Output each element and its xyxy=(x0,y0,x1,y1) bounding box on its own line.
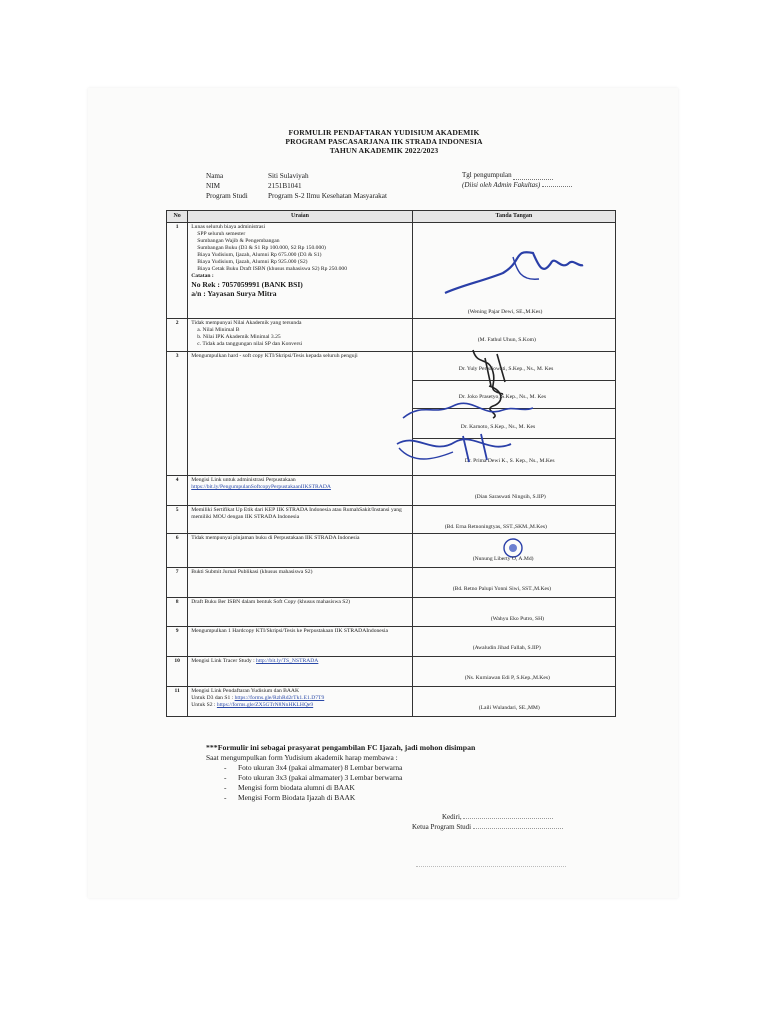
list-item: - Foto ukuran 3x4 (pakai almamater) 8 Lembar berwarna xyxy=(224,763,475,773)
city-label: Kediri, xyxy=(442,813,462,821)
nama-label: Nama xyxy=(206,172,224,180)
student-identity xyxy=(206,171,387,201)
signature-cell xyxy=(412,657,615,687)
table-row xyxy=(167,352,616,476)
row-text: Mengisi Link untuk administrasi Perpustakaan xyxy=(191,477,296,483)
row-description xyxy=(188,534,413,568)
nim-value: 2151B1041 xyxy=(268,182,302,190)
requirements-list xyxy=(224,763,475,803)
row-description xyxy=(188,598,413,627)
row-number: 10 xyxy=(167,657,188,687)
account-holder: a/n : Yayasan Surya Mitra xyxy=(191,289,277,298)
signature-cell xyxy=(412,568,615,598)
note-title: ***Formulir ini sebagai prasyarat pengambilan FC Ijazah, jadi mohon disimpan xyxy=(206,743,476,752)
list-item: c. Tidak ada tanggungan nilai SP dan Konversi xyxy=(197,341,303,347)
signature-cell xyxy=(412,352,615,476)
list-item: Sumbangan Wajib & Pengembangan xyxy=(197,238,280,244)
list-item: Sumbangan Buku (D3 & S1 Rp 100.000, S2 Rp 150.000) xyxy=(197,245,326,251)
col-no-header: No xyxy=(167,211,188,223)
row-number: 9 xyxy=(167,627,188,657)
table-row xyxy=(167,687,616,717)
row-text: Mengisi Link Tracer Study : xyxy=(191,658,257,664)
prodi-label: Program Studi xyxy=(206,192,248,200)
nim-label: NIM xyxy=(206,182,220,190)
table-row xyxy=(167,598,616,627)
signature-cell xyxy=(412,534,615,568)
row-description xyxy=(188,657,413,687)
signer-name: (Wahyu Eko Putro, SH) xyxy=(490,616,545,622)
signature-cell xyxy=(412,627,615,657)
signature-cell xyxy=(412,476,615,506)
signer-name: (Awaludin Jihad Fallah, S.IIP) xyxy=(472,645,541,651)
signer-name: (M. Fathul Uhun, S.Kom) xyxy=(477,337,536,343)
header-program: PROGRAM PASCASARJANA IIK STRADA INDONESIA xyxy=(285,137,483,146)
requirements-table xyxy=(166,210,616,717)
row-text: Tidak mempunyai pinjaman buku di Perpustakaan IIK STRADA Indonesia xyxy=(191,535,360,541)
row-text: Memiliki Sertifikat Up Etik dari KEP IIK STRADA Indonesia atau RumahSakit/Instansi yang memiliki MOU dengan IIK STRADA Indonesia xyxy=(191,507,402,520)
bank-account: No Rek : 7057059991 (BANK BSI) xyxy=(191,280,303,289)
row-text: Mengumpulkan hard - soft copy KTI/Skripsi/Tesis kepada seluruh penguji xyxy=(191,353,358,359)
row-text: Tidak mempunyai Nilai Akademik yang tersunda xyxy=(191,320,302,326)
signer-name: (Wening Pajar Dewi, SE.,M.Kes) xyxy=(467,309,543,315)
row-number: 6 xyxy=(167,534,188,568)
s2-link[interactable]: https://forms.gle/ZX5GTrN8NnHKLHQe9 xyxy=(216,702,314,708)
signer-name: (Ns. Kurniawan Edi P, S.Kep.,M.Kes) xyxy=(464,675,550,681)
signer-name: (Bd. Retno Palupi Yonni Siwi, SST.,M.Kes) xyxy=(452,586,552,592)
row-text: Lunas seluruh biaya administrasi xyxy=(191,224,266,230)
row-description xyxy=(188,506,413,534)
role-label: Ketua Program Studi xyxy=(412,823,472,831)
form-header xyxy=(0,128,768,155)
row-description xyxy=(188,687,413,717)
tgl-label: Tgl pengumpulan xyxy=(462,171,512,179)
list-item: Biaya Cetak Buku Draft ISBN (khusus mahasiswa S2) Rp 250.000 xyxy=(197,266,348,272)
signature-cell xyxy=(412,598,615,627)
signature-mark xyxy=(393,346,593,476)
row-number: 11 xyxy=(167,687,188,717)
list-item: a. Nilai Minimal B xyxy=(197,327,240,333)
tracer-study-link[interactable]: http://bit.ly/TS_NSTRADA xyxy=(256,658,319,664)
table-row xyxy=(167,568,616,598)
note-intro: Saat mengumpulkan form Yudisium akademik harap membawa : xyxy=(206,753,398,762)
signer-name: (Dian Saraswati Ningsih, S.IIP) xyxy=(474,494,546,500)
col-tanda-header: Tanda Tangan xyxy=(412,211,615,223)
list-item: Biaya Yudisium, Ijazah, Alumni Rp 675.000 (D3 & S1) xyxy=(197,252,322,258)
perpustakaan-link[interactable]: https://bit.ly/PengumpulanSoftcopyPerpustakaanIIKSTRADA xyxy=(191,484,331,490)
role-blank xyxy=(473,828,563,829)
row-number: 2 xyxy=(167,319,188,352)
signature-cell xyxy=(412,687,615,717)
signature-mark xyxy=(443,241,583,301)
d3-link[interactable]: https://forms.gle/RzhRd2rTk1.E1.D7T9 xyxy=(234,695,325,701)
list-item: Biaya Yudisium, Ijazah, Alumni Rp 925.000 (S2) xyxy=(197,259,308,265)
nama-value: Siti Sulaviyah xyxy=(268,172,309,180)
signer-name: Dr. Karnoto, S.Kep., Ns., M. Kes xyxy=(460,424,536,430)
row-description xyxy=(188,319,413,352)
row-text: Draft Buku Ber ISBN dalam bentuk Soft Copy (khusus mahasiswa S2) xyxy=(191,599,351,605)
row-description xyxy=(188,627,413,657)
signer-name: (Laili Wulandari, SE.,MM) xyxy=(478,705,540,711)
date-blank xyxy=(463,818,553,819)
table-header-row xyxy=(167,211,616,223)
signer-name: Dr. Joko Prasetyo, S.Kep., Ns., M. Kes xyxy=(458,394,547,400)
row-number: 5 xyxy=(167,506,188,534)
signer-name: Dr. Yuly Peristiowati, S.Kep., Ns., M. Kes xyxy=(458,366,554,372)
d3-label: Untuk D3 dan S1 : xyxy=(191,695,235,701)
tgl-note: (Diisi oleh Admin Fakultas) xyxy=(462,181,541,189)
row-number: 1 xyxy=(167,223,188,319)
header-title: FORMULIR PENDAFTARAN YUDISIUM AKADEMIK xyxy=(288,128,480,137)
list-item: - Mengisi form biodata alumni di BAAK xyxy=(224,783,475,793)
table-row xyxy=(167,223,616,319)
footer-note xyxy=(206,743,475,803)
row-text: Bukti Submit Jurnal Publikasi (khusus mahasiswa S2) xyxy=(191,569,313,575)
row-number: 3 xyxy=(167,352,188,476)
list-item: - Foto ukuran 3x3 (pakai almamater) 3 Lembar berwarna xyxy=(224,773,475,783)
signature-block xyxy=(412,812,563,832)
row-text: Mengisi Link Pendaftaran Yudisium dan BAAK xyxy=(191,688,300,694)
row-description xyxy=(188,223,413,319)
signer-name: (Nunung Liberty O, A.Md) xyxy=(472,556,534,562)
table-row xyxy=(167,657,616,687)
row-number: 8 xyxy=(167,598,188,627)
signer-name: (Bd. Erna Retnoningtyas, SST.,SKM.,M.Kes) xyxy=(444,524,547,530)
table-row xyxy=(167,627,616,657)
list-item: b. Nilai IPK Akademik Minimal 3.25 xyxy=(197,334,281,340)
catatan-label: Catatan : xyxy=(191,273,214,279)
row-description xyxy=(188,476,413,506)
row-description xyxy=(188,568,413,598)
row-description xyxy=(188,352,413,476)
table-row xyxy=(167,476,616,506)
header-year: TAHUN AKADEMIK 2022/2023 xyxy=(329,146,439,155)
signature-line xyxy=(416,866,566,867)
tanggal-pengumpulan xyxy=(462,170,572,190)
prodi-value: Program S-2 Ilmu Kesehatan Masyarakat xyxy=(268,192,387,200)
table-row xyxy=(167,534,616,568)
signature-cell xyxy=(412,223,615,319)
signature-cell xyxy=(412,506,615,534)
s2-label: Untuk S2 : xyxy=(191,702,217,708)
tgl-blank-2 xyxy=(542,186,572,187)
row-text: Mengumpulkan 1 Hardcopy KTI/Skripsi/Tesis ke Perpustakaan IIK STRADAIndonesia xyxy=(191,628,388,634)
row-number: 7 xyxy=(167,568,188,598)
table-row xyxy=(167,506,616,534)
col-uraian-header: Uraian xyxy=(188,211,413,223)
row-number: 4 xyxy=(167,476,188,506)
list-item: - Mengisi Form Biodata Ijazah di BAAK xyxy=(224,793,475,803)
signer-name: Dr. Prima Dewi K., S. Kep., Ns., M.Kes xyxy=(464,458,555,464)
list-item: SPP seluruh semester xyxy=(197,231,246,237)
